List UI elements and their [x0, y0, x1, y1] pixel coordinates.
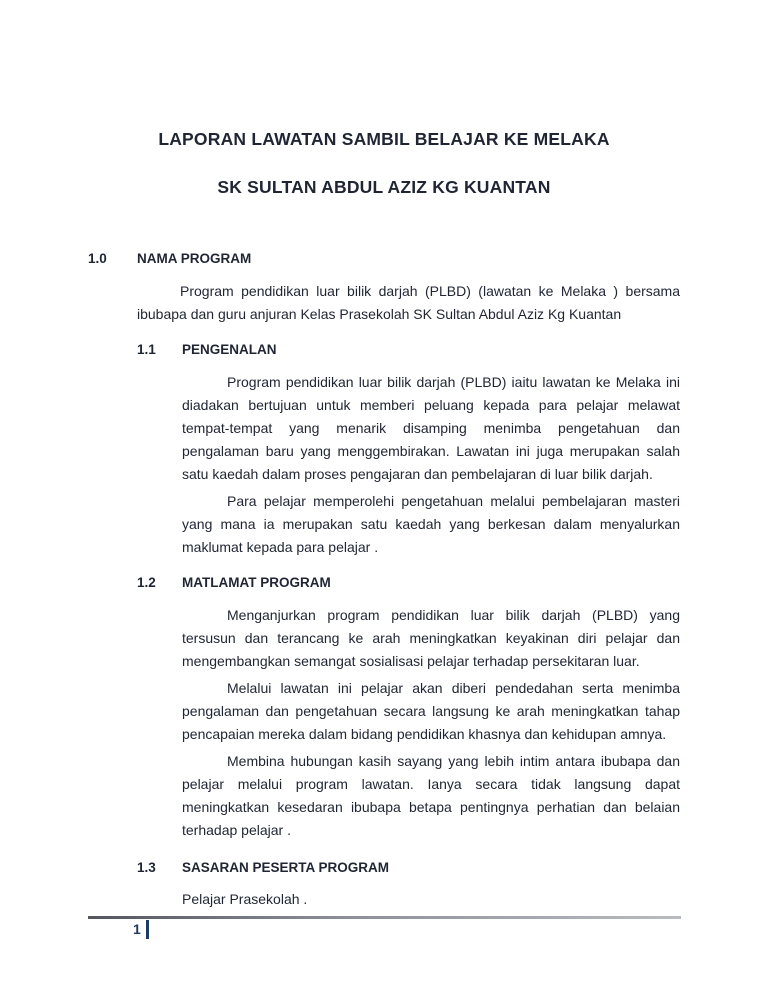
section-number: 1.0: [88, 251, 107, 266]
section-heading-label: SASARAN PESERTA PROGRAM: [182, 860, 390, 875]
page-number-text: 1: [133, 921, 141, 937]
section-heading-1-1: [137, 338, 680, 361]
paragraph: Melalui lawatan ini pelajar akan diberi pendedahan serta menimba pengalaman dan pengetahuan secara langsung ke arah meningkatkan tahap pencapaian mereka dalam bidang pendidikan khasnya dan kehidupan amnya.: [182, 680, 680, 742]
document-subtitle: SK SULTAN ABDUL AZIZ KG KUANTAN: [217, 177, 551, 197]
section-number: 1.3: [137, 860, 156, 875]
page-number-bar: [146, 920, 149, 939]
paragraph: Program pendidikan luar bilik darjah (PLBD) iaitu lawatan ke Melaka ini diadakan bertujuan untuk memberi peluang kepada para pelajar melawat tempat-tempat yang menarik disamping menimba pengetahuan dan pengalaman baru yang menggembirakan. Lawatan ini juga merupakan salah satu kaedah dalam proses pengajaran dan pembelajaran di luar bilik darjah.: [182, 374, 680, 482]
section-heading-1-3: [137, 856, 680, 879]
paragraph: Menganjurkan program pendidikan luar bilik darjah (PLBD) yang tersusun dan terancang ke arah meningkatkan keyakinan diri pelajar dan mengembangkan semangat sosialisasi pelajar terhadap persekitaran luar.: [182, 607, 680, 669]
section-heading-label: MATLAMAT PROGRAM: [182, 575, 331, 590]
document-title: LAPORAN LAWATAN SAMBIL BELAJAR KE MELAKA: [158, 129, 610, 149]
paragraph: Membina hubungan kasih sayang yang lebih intim antara ibubapa dan pelajar melalui program lawatan. Ianya secara tidak langsung dapat meningkatkan kesedaran ibubapa betapa pentingnya perhatian dan belaian terhadap pelajar .: [182, 753, 680, 838]
section-heading-1-0: [88, 247, 680, 270]
section-number: 1.1: [137, 342, 156, 357]
paragraph: Pelajar Prasekolah .: [182, 891, 308, 907]
document-content: [88, 0, 680, 911]
paragraph: Program pendidikan luar bilik darjah (PLBD) (lawatan ke Melaka ) bersama ibubapa dan guru anjuran Kelas Prasekolah SK Sultan Abdul Aziz Kg Kuantan: [137, 283, 680, 322]
section-heading-label: NAMA PROGRAM: [137, 251, 252, 266]
section-heading-label: PENGENALAN: [182, 342, 277, 357]
paragraph: Para pelajar memperolehi pengetahuan melalui pembelajaran masteri yang mana ia merupakan satu kaedah yang berkesan dalam menyalurkan maklumat kepada para pelajar .: [182, 493, 680, 555]
footer-rule: [88, 916, 681, 919]
page-number: [133, 919, 149, 939]
section-heading-1-2: [137, 571, 680, 594]
section-number: 1.2: [137, 575, 156, 590]
